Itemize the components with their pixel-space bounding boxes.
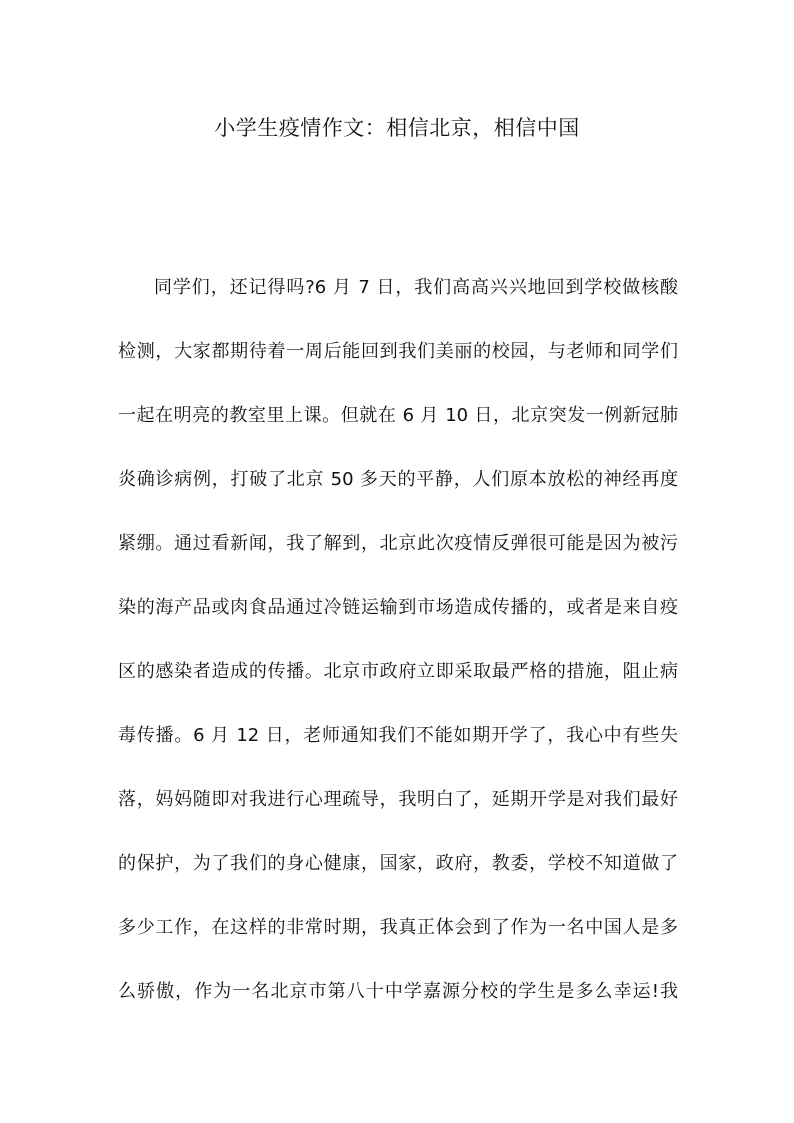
document-title: 小学生疫情作文：相信北京，相信中国	[214, 116, 580, 140]
text-line: 的保护，为了我们的身心健康，国家，政府，教委，学校不知道做了	[118, 853, 678, 874]
text-line: 么骄傲，作为一名北京市第八十中学嘉源分校的学生是多么幸运!我	[118, 981, 678, 1002]
essay-body	[118, 270, 678, 1038]
text-line: 紧绷。通过看新闻，我了解到，北京此次疫情反弹很可能是因为被污	[118, 533, 678, 554]
text-line: 炎确诊病例，打破了北京 50 多天的平静，人们原本放松的神经再度	[118, 469, 678, 490]
text-line: 落，妈妈随即对我进行心理疏导，我明白了，延期开学是对我们最好	[118, 789, 678, 810]
text-line: 一起在明亮的教室里上课。但就在 6 月 10 日，北京突发一例新冠肺	[118, 405, 678, 426]
text-line: 区的感染者造成的传播。北京市政府立即采取最严格的措施，阻止病	[118, 661, 678, 682]
text-line: 多少工作，在这样的非常时期，我真正体会到了作为一名中国人是多	[118, 917, 678, 938]
text-line: 毒传播。6 月 12 日，老师通知我们不能如期开学了，我心中有些失	[118, 725, 678, 746]
text-line: 检测，大家都期待着一周后能回到我们美丽的校园，与老师和同学们	[118, 341, 678, 362]
text-line: 同学们，还记得吗?6 月 7 日，我们高高兴兴地回到学校做核酸	[154, 277, 678, 298]
text-line: 染的海产品或肉食品通过冷链运输到市场造成传播的，或者是来自疫	[118, 597, 678, 618]
